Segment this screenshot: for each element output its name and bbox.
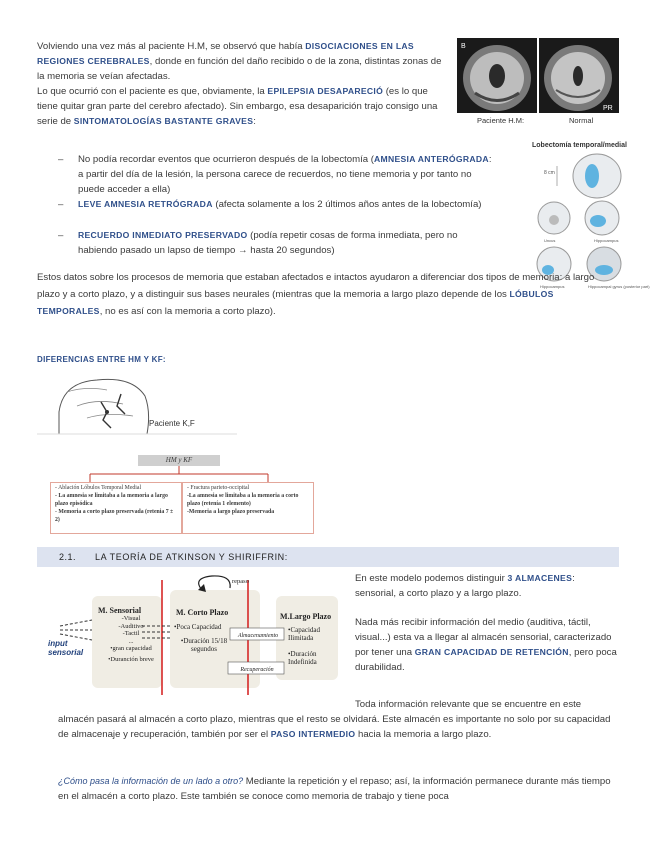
hm-item: - Ablación Lóbulos Temporal Medial bbox=[55, 485, 142, 491]
largo-title: M.Largo Plazo bbox=[280, 612, 332, 621]
model-description: En este modelo podemos distinguir 3 ALMACENES: sensorial, a corto plazo y a largo plazo. Nada más recibir información del medio (auditiva, táctil, visual...) esta va a llegar al almacén sensorial, caracterizado por tener una GRAN CAPACIDAD DE RETENCIÓN, pero poca durabilidad. bbox=[355, 573, 617, 673]
kf-brain-sketch bbox=[37, 372, 237, 440]
sensorial-item: ... bbox=[128, 637, 134, 645]
brain-scan-figure bbox=[457, 38, 619, 126]
section-title: LA TEORÍA DE ATKINSON Y SHIRIFFRIN: bbox=[95, 552, 288, 562]
memory-model-diagram bbox=[48, 570, 342, 695]
question-text: ¿Cómo pasa la información de un lado a otro? bbox=[58, 776, 244, 786]
corto-item: •Poca Capacidad bbox=[174, 623, 222, 631]
hm-kf-comparison bbox=[50, 455, 310, 535]
hm-kf-title: HM y KF bbox=[138, 455, 220, 466]
kf-column bbox=[182, 482, 314, 534]
corto-item: •Duración 15/18 segundos bbox=[180, 637, 228, 653]
hm-column bbox=[50, 482, 182, 534]
hm-item: - La amnesia se limitaba a la memoria a largo plazo episódica bbox=[55, 493, 168, 507]
paragraph-neural-bases: Estos datos sobre los procesos de memoria que estaban afectados e intactos ayudaron a diferenciar dos tipos de memoria: a largo plazo y a corto plazo, y a distinguir sus bases neurales (mientras que la memoria a largo plazo depende de los LÓBULOS TEMPORALES, no es así con la memoria a corto plazo). bbox=[37, 272, 595, 317]
dim-label: 8 cm bbox=[544, 170, 555, 176]
lobe-label-hippo-2: Hippocampus bbox=[540, 284, 565, 289]
lobe-label-gyrus: Hippocampal gyrus (posterior part) bbox=[588, 284, 650, 289]
differences-heading: DIFERENCIAS ENTRE HM Y KF: bbox=[37, 355, 166, 364]
mri-label-normal: Normal bbox=[569, 116, 594, 125]
sensorial-item: -Tactil bbox=[122, 630, 140, 637]
sensorial-item: -Auditivo bbox=[118, 622, 144, 630]
hm-item: - Memoria a corto plazo preservada (retenia 7 ± 2) bbox=[55, 509, 174, 523]
repaso-label: repaso bbox=[232, 578, 249, 585]
mri-image bbox=[457, 38, 619, 113]
kf-item: -La amnesia se limitaba a la memoria a corto plazo (retenía 1 elemento) bbox=[187, 493, 299, 507]
section-header bbox=[37, 547, 619, 567]
sensorial-item: •gran capacidad bbox=[110, 645, 152, 652]
sensorial-items bbox=[106, 615, 156, 663]
section-number: 2.1. bbox=[59, 552, 77, 562]
bullet-dash: – bbox=[58, 230, 64, 241]
lobe-label-uncus: Uncus bbox=[544, 238, 556, 243]
sensorial-item: -Visual bbox=[121, 615, 141, 622]
bullet-dash: – bbox=[58, 154, 64, 165]
mri-tag-b: B bbox=[461, 43, 466, 50]
kf-item: - Fractura parieto-occipital bbox=[187, 485, 250, 491]
lobe-label-hippo-1: Hippocampus bbox=[594, 238, 619, 243]
bullet-anterograda: No podía recordar eventos que ocurrieron después de la lobectomía (AMNESIA ANTERÓGRADA: a partir del día de la lesión, la persona carece de recuerdos, no tiene memoria y por tanto no puede acceder a ella) bbox=[78, 154, 492, 195]
corto-title: M. Corto Plazo bbox=[176, 608, 229, 617]
almacenamiento-label: Almacenamiento bbox=[237, 633, 279, 639]
kf-brain-figure bbox=[37, 372, 237, 440]
bullet-retrograda: LEVE AMNESIA RETRÓGRADA (afecta solamente a los 2 últimos años antes de la lobectomía) bbox=[78, 199, 482, 210]
input-sensorial-label: input sensorial bbox=[48, 639, 84, 657]
bullet-dash: – bbox=[58, 199, 64, 210]
mri-label-patient: Paciente H.M: bbox=[477, 116, 525, 125]
lobectomy-title: Lobectomía temporal/medial bbox=[532, 142, 627, 149]
kf-item: -Memoria a largo plazo preservada bbox=[187, 509, 275, 515]
bullet-recuerdo: RECUERDO INMEDIATO PRESERVADO (podía repetir cosas de forma inmediata, pero no habiendo pasado un lapso de tiempo → hasta 20 segundos) bbox=[78, 230, 458, 256]
mri-tag-pr: PR bbox=[603, 105, 613, 112]
intro-paragraph: Volviendo una vez más al paciente H.M, se observó que había DISOCIACIONES EN LAS REGIONES CEREBRALES, donde en función del daño recibido o de la zona, distintas zonas de la memoria se veían afectadas. Lo que ocurrió con el paciente es que, obviamente, la EPILEPSIA DESAPARECIÓ (es lo que tiene quitar gran parte del cerebro afectado). Sin embargo, esa desaparición trajo consigo una serie de SINTOMATOLOGÍAS BASTANTE GRAVES: bbox=[37, 41, 442, 127]
sensorial-title: M. Sensorial bbox=[98, 606, 142, 615]
corto-items bbox=[174, 623, 234, 653]
sensorial-item: •Duranción breve bbox=[108, 655, 154, 663]
largo-item: •Capacidad Ilimitada bbox=[288, 626, 320, 642]
recuperacion-label: Recuperación bbox=[240, 667, 274, 673]
paragraph-transfer: ¿Cómo pasa la información de un lado a otro? Mediante la repetición y el repaso; así, la información permanece durante más tiempo en el almacén a corto plazo. Este también se conoce como memoria de trabajo y tiene poca bbox=[58, 776, 611, 802]
paragraph-intermediate-step: Toda información relevante que se encuentre en este almacén pasará al almacén a corto plazo, mientras que el resto se olvidará. Este almacén es importante no solo por su capacidad de almacenaje y recuperación, también por ser el PASO INTERMEDIO hacia la memoria a largo plazo. bbox=[58, 699, 611, 740]
kf-label: Paciente K,F bbox=[149, 419, 195, 428]
largo-item: •Duración Indefinida bbox=[288, 650, 317, 666]
largo-items bbox=[288, 626, 338, 666]
